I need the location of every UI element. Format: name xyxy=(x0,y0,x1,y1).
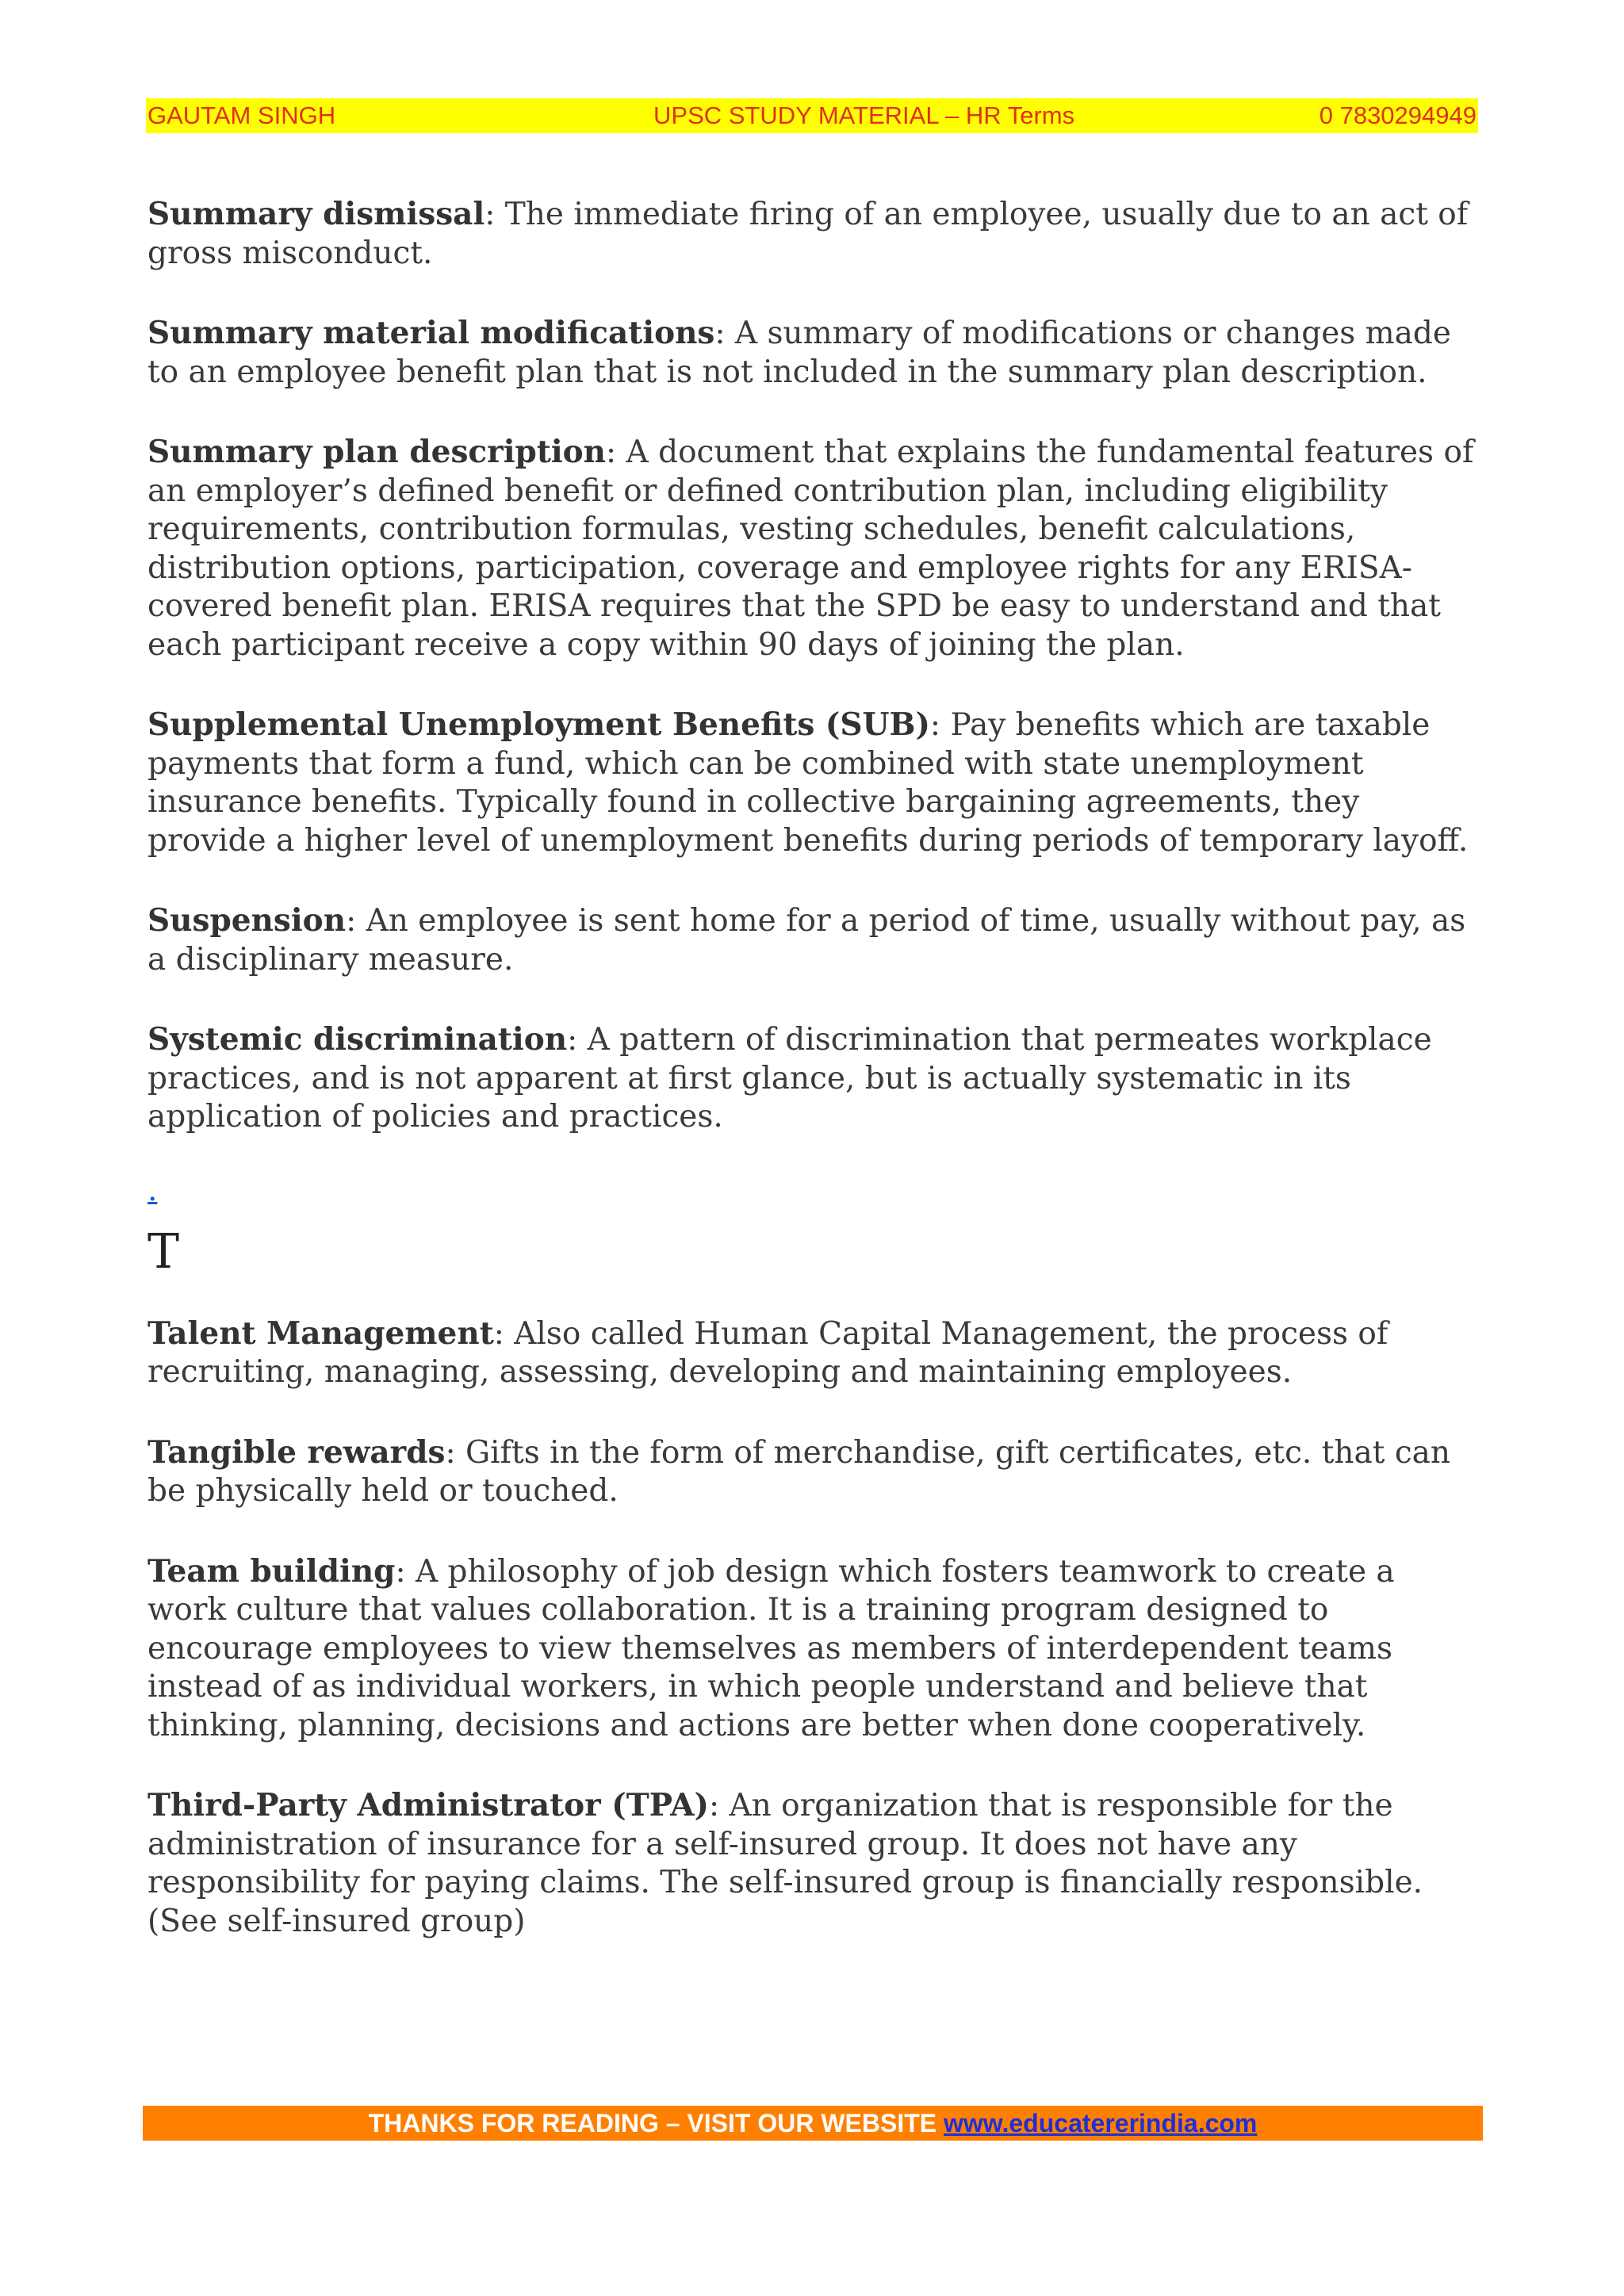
glossary-entry xyxy=(147,901,1480,979)
document-body xyxy=(147,195,1480,1982)
header-phone: 0 7830294949 xyxy=(1319,101,1477,129)
page-footer xyxy=(143,2106,1483,2141)
header-author: GAUTAM SINGH xyxy=(147,101,336,129)
entry-definition: : A summary of modifications or changes made to an employee benefit plan that is not included in the summary plan description. xyxy=(147,316,1451,390)
section-heading-letter: T xyxy=(147,1223,180,1280)
glossary-entry xyxy=(147,706,1480,860)
entry-term: Team building xyxy=(147,1552,396,1590)
page-header xyxy=(146,98,1478,133)
entry-term: Summary plan description xyxy=(147,434,607,470)
entry-definition: : An organization that is responsible for the administration of insurance for a self-insured group. It does not have any responsibility for paying claims. The self-insured group is financially responsible. (See self-insured group) xyxy=(147,1788,1423,1939)
entry-definition: : Also called Human Capital Management, the process of recruiting, managing, assessing, developing and maintaining employees. xyxy=(147,1315,1388,1390)
entry-definition: : The immediate firing of an employee, usually due to an act of gross misconduct. xyxy=(147,197,1469,271)
entry-definition: : An employee is sent home for a period of time, usually without pay, as a disciplinary measure. xyxy=(147,903,1466,978)
website-link[interactable]: www.educatererindia.com xyxy=(944,2109,1258,2137)
entry-term: Systemic discrimination xyxy=(147,1021,568,1058)
glossary-entry xyxy=(147,1552,1480,1746)
entry-definition: : Pay benefits which are taxable payments that form a fund, which can be combined with state unemployment insurance benefits. Typically found in collective bargaining agreements, they provide a higher level of unemployment benefits during periods of temporary layoff. xyxy=(147,707,1469,859)
glossary-entry xyxy=(147,1786,1480,1941)
glossary-entry xyxy=(147,1433,1480,1511)
glossary-entry xyxy=(147,1020,1480,1137)
entry-term: Summary material modifications xyxy=(147,315,715,351)
entry-term: Suspension xyxy=(147,902,347,939)
entry-term: Talent Management xyxy=(147,1314,494,1352)
glossary-entry xyxy=(147,1314,1480,1392)
entry-definition: : Gifts in the form of merchandise, gift certificates, etc. that can be physically held or touched. xyxy=(147,1434,1451,1509)
glossary-entry xyxy=(147,433,1480,664)
anchor-link[interactable]: . xyxy=(147,1172,158,1208)
entry-term: Third-Party Administrator (TPA) xyxy=(147,1787,709,1823)
glossary-entry xyxy=(147,195,1480,273)
entry-definition: : A pattern of discrimination that permeates workplace practices, and is not apparent at first glance, but is actually systematic in its application of policies and practices. xyxy=(147,1022,1432,1135)
entry-term: Tangible rewards xyxy=(147,1433,446,1471)
glossary-entry xyxy=(147,314,1480,392)
entry-definition: : A document that explains the fundamental features of an employer’s defined benefit or defined contribution plan, including eligibility requirements, contribution formulas, vesting schedules, benefit calculations, distribution options, participation, coverage and employee rights for any ERISA-covered benefit plan. ERISA requires that the SPD be easy to understand and that each participant receive a copy within 90 days of joining the plan. xyxy=(147,434,1474,663)
entry-term: Summary dismissal xyxy=(147,196,485,232)
entry-definition: : A philosophy of job design which fosters teamwork to create a work culture that values collaboration. It is a training program designed to encourage employees to view themselves as members of interdependent teams instead of as individual workers, in which people understand and believe that thinking, planning, decisions and actions are better when done cooperatively. xyxy=(147,1553,1395,1743)
header-title: UPSC STUDY MATERIAL – HR Terms xyxy=(653,101,1075,129)
entry-term: Supplemental Unemployment Benefits (SUB) xyxy=(147,706,930,743)
footer-text: THANKS FOR READING – VISIT OUR WEBSITE xyxy=(368,2109,944,2137)
